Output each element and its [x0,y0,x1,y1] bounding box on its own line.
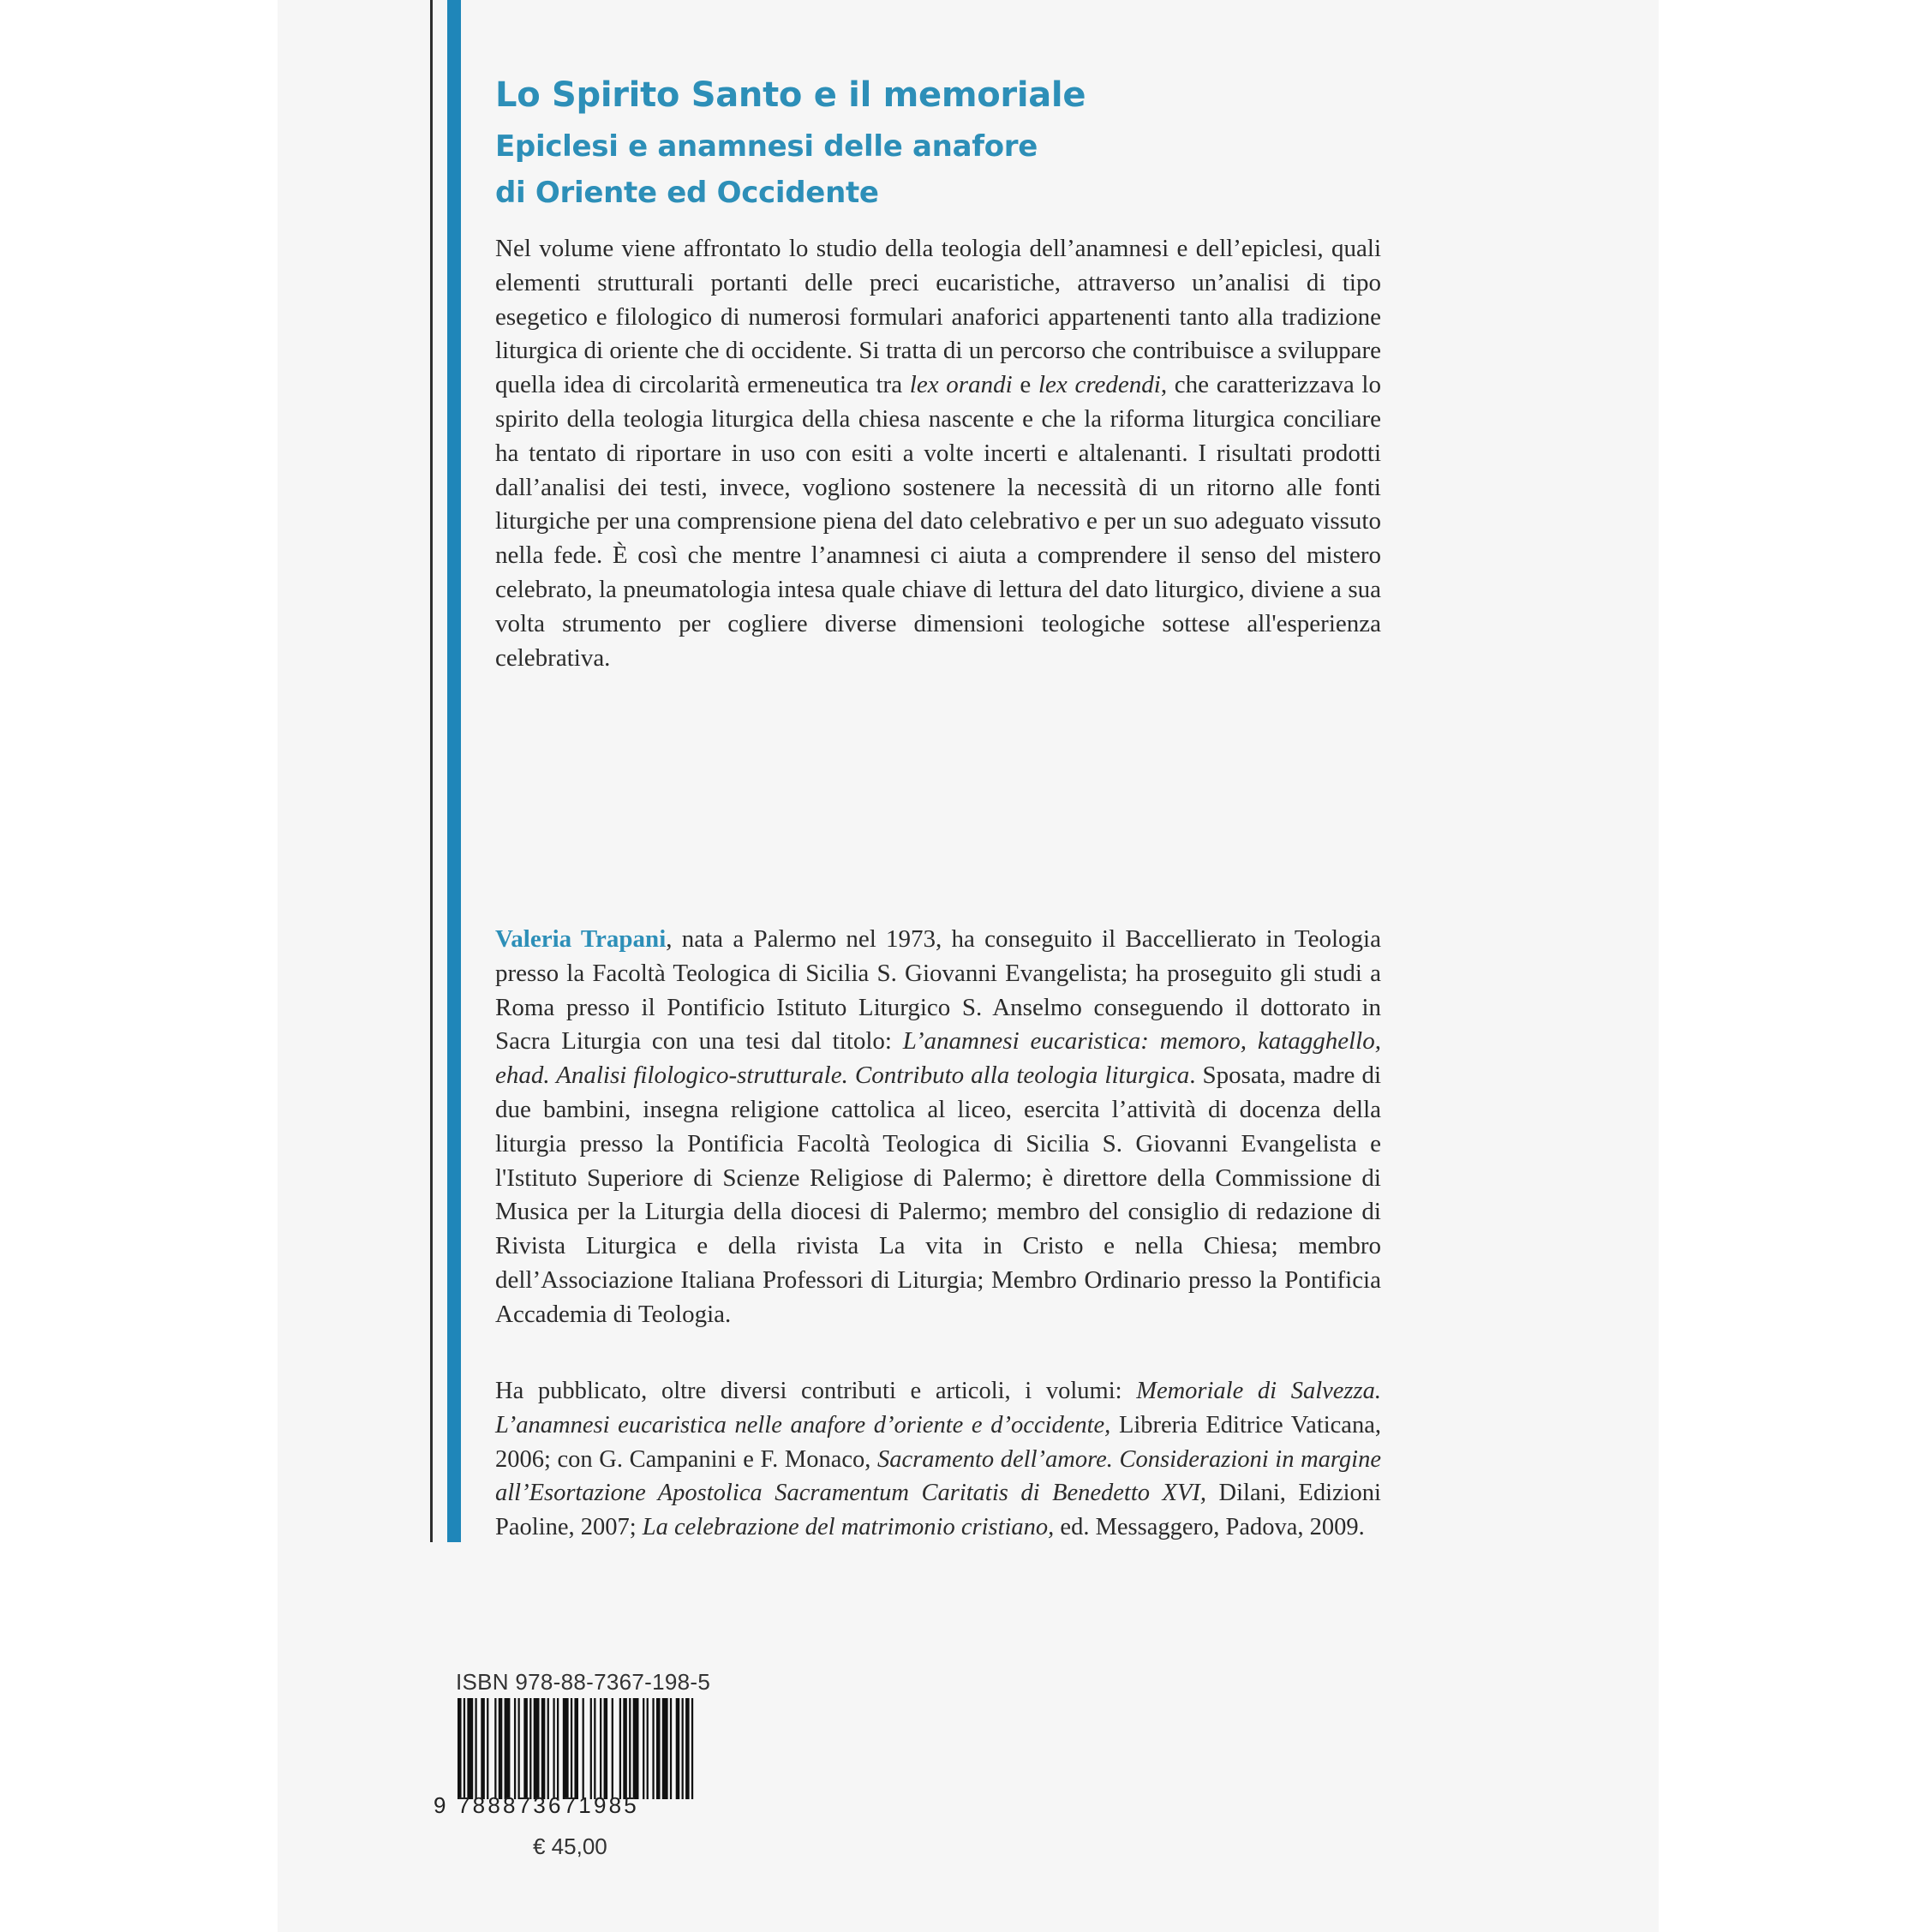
book-subtitle-line1: Epiclesi e anamnesi delle anafore [495,129,1038,164]
publications-intro: Ha pubblicato, oltre diversi contributi e articoli, i volumi: [495,1378,1137,1404]
author-biography [495,923,1381,1332]
vertical-rule-dark [430,0,433,1542]
barcode-image [458,1698,699,1799]
barcode-digits: 788873671985 [458,1792,639,1818]
lex-orandi: lex orandi [909,371,1013,399]
publications-paragraph [495,1374,1381,1545]
biography-text-b: . Sposata, madre di due bambini, insegna religione cattolica al liceo, esercita l’attività di docenza della liturgia presso la Pontificia Facoltà Teologica di Sicilia S. Giovanni Evangelista e l'Istituto Superiore di Scienze Religiose di Palermo; è direttore della Commissione di Musica per la Liturgia della diocesi di Palermo; membro del consiglio di redazione di Rivista Liturgica e della rivista La vita in Cristo e nella Chiesa; membro dell’Associazione Italiana Professori di Liturgia; Membro Ordinario presso la Pontificia Accademia di Teologia. [495,1062,1381,1328]
book3-publisher: ed. Messaggero, Padova, 2009. [1054,1514,1365,1541]
description-text-b: , che caratterizzava lo spirito della teologia liturgica della chiesa nascente e che la riforma liturgica conciliare ha tentato di riportare in uso con esiti a volte incerti e altalenanti. I risultati prodotti dall’analisi dei testi, invece, vogliono sostenere la necessità di un ritorno alle fonti liturgiche per una comprensione piena del dato celebrativo e per un suo adeguato vissuto nella fede. È così che mentre l’anamnesi ci aiuta a comprendere il senso del mistero celebrato, la pneumatologia intesa quale chiave di lettura del dato liturgico, diviene a sua volta strumento per cogliere diverse dimensioni teologiche sottese all'esperienza celebrativa. [495,371,1381,672]
book3-title: La celebrazione del matrimonio cristiano, [642,1514,1055,1541]
barcode-first-digit: 9 [434,1792,446,1818]
book-title: Lo Spirito Santo e il memoriale [495,75,1086,115]
biography-text-a: , nata a Palermo nel 1973, ha conseguito il Baccellierato in Teologia presso la Facoltà Teologica di Sicilia S. Giovanni Evangelista; ha proseguito gli studi a Roma presso il Pontificio Istituto Liturgico S. Anselmo conseguendo il dottorato in Sacra Liturgia con una tesi dal titolo: [495,925,1381,1056]
description-and: e [1012,371,1038,399]
book2-title: Sacramento dell’amore. Considerazioni in margine all’Esortazione Apostolica Sacramentum Caritatis di Benedetto XVI, [495,1445,1381,1507]
book-description [495,232,1381,675]
book1-title: Memoriale di Salvezza. L’anamnesi eucaristica nelle anafore d’oriente e d’occidente, [495,1378,1381,1439]
book-subtitle-line2: di Oriente ed Occidente [495,176,879,210]
lex-credendi: lex credendi [1038,371,1161,399]
author-name: Valeria Trapani [495,925,667,953]
isbn-label: ISBN 978-88-7367-198-5 [456,1669,711,1695]
description-text-a: Nel volume viene affrontato lo studio della teologia dell’anamnesi e dell’epiclesi, quali elementi strutturali portanti delle preci eucaristiche, attraverso un’analisi di tipo esegetico e filologico di numerosi formulari anaforici appartenenti tanto alla tradizione liturgica di oriente che di occidente. Si tratta di un percorso che contribuisce a sviluppare quella idea di circolarità ermeneutica tra [495,235,1381,399]
book2-publisher: Dilani, Edizioni Paoline, 2007; [495,1480,1381,1541]
book-heading [495,67,1378,216]
thesis-title: L’anamnesi eucaristica: memoro, katagghello, ehad. Analisi filologico-strutturale. Contributo alla teologia liturgica [495,1027,1381,1090]
vertical-rule-blue [447,0,461,1542]
price-label: € 45,00 [533,1833,607,1859]
book1-publisher: Libreria Editrice Vaticana, 2006; con G. Campanini e F. Monaco, [495,1411,1381,1473]
